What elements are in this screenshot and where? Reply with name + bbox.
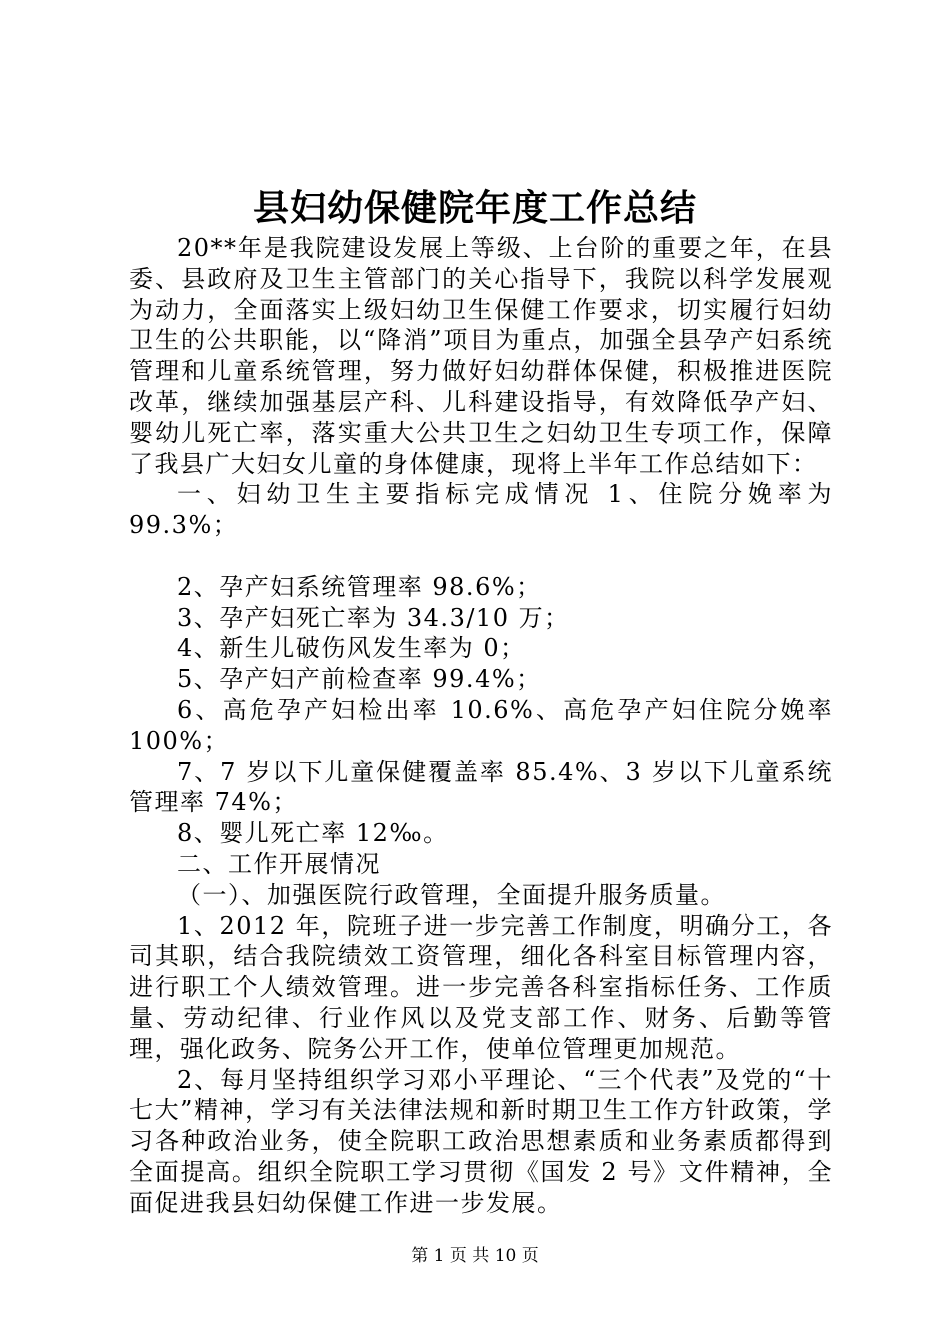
paragraph-indicator-6: 6、高危孕产妇检出率 10.6%、高危孕产妇住院分娩率 100%； bbox=[129, 695, 833, 755]
paragraph-indicators-heading: 一、妇幼卫生主要指标完成情况 1、住院分娩率为 99.3%； bbox=[129, 480, 833, 540]
paragraph-admin-2: 2、每月坚持组织学习邓小平理论、“三个代表”及党的“十七大”精神，学习有关法律法规和新时期卫生工作方针政策，学习各种政治业务，使全院职工政治思想素质和业务素质都得到全面提高。组织全院职工学习贯彻《国发 2 号》文件精神，全面促进我县妇幼保健工作进一步发展。 bbox=[129, 1065, 833, 1217]
section-heading-work: 二、工作开展情况 bbox=[177, 849, 381, 878]
paragraph-indicator-5: 5、孕产妇产前检查率 99.4%； bbox=[177, 665, 542, 694]
paragraph-indicator-4: 4、新生儿破伤风发生率为 0； bbox=[177, 634, 526, 663]
document-title: 县妇幼保健院年度工作总结 bbox=[252, 187, 697, 229]
paragraph-indicator-7: 7、7 岁以下儿童保健覆盖率 85.4%、3 岁以下儿童系统管理率 74%； bbox=[129, 757, 833, 817]
subsection-heading-admin: （一）、加强医院行政管理，全面提升服务质量。 bbox=[177, 880, 726, 909]
paragraph-admin-1: 1、2012 年，院班子进一步完善工作制度，明确分工，各司其职，结合我院绩效工资管理，细化各科室目标管理内容，进行职工个人绩效管理。进一步完善各科室指标任务、工作质量、劳动纪律、行业作风以及党支部工作、财务、后勤等管理，强化政务、院务公开工作，使单位管理更加规范。 bbox=[129, 911, 833, 1063]
document-body bbox=[129, 233, 833, 1219]
paragraph-indicator-8: 8、婴儿死亡率 12‰。 bbox=[177, 819, 449, 848]
paragraph-indicator-3: 3、孕产妇死亡率为 34.3/10 万； bbox=[177, 603, 570, 632]
page-number-footer: 第 1 页 共 10 页 bbox=[411, 1246, 539, 1266]
paragraph-intro: 20**年是我院建设发展上等级、上台阶的重要之年，在县委、县政府及卫生主管部门的关心指导下，我院以科学发展观为动力，全面落实上级妇幼卫生保健工作要求，切实履行妇幼卫生的公共职能，以“降消”项目为重点，加强全县孕产妇系统管理和儿童系统管理，努力做好妇幼群体保健，积极推进医院改革，继续加强基层产科、儿科建设指导，有效降低孕产妇、婴幼儿死亡率，落实重大公共卫生之妇幼卫生专项工作，保障了我县广大妇女儿童的身体健康，现将上半年工作总结如下： bbox=[129, 234, 833, 478]
paragraph-indicator-2: 2、孕产妇系统管理率 98.6%； bbox=[177, 572, 542, 601]
